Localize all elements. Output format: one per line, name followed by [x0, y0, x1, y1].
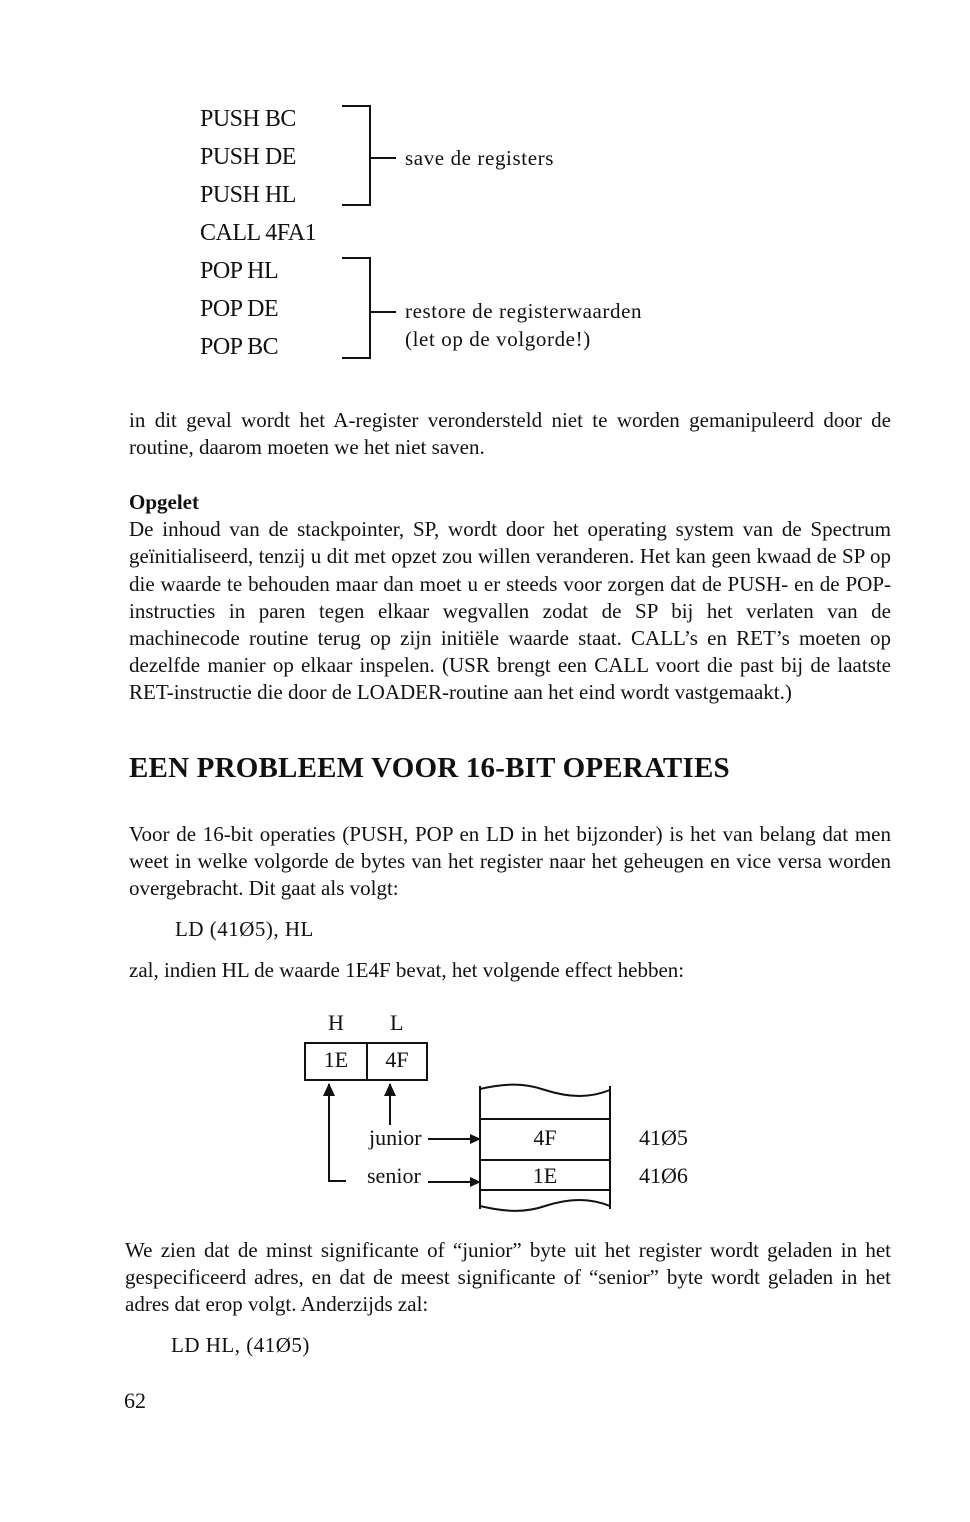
memory-cell-1e: 1E: [532, 1163, 558, 1188]
order-warning-note: (let op de volgorde!): [405, 327, 591, 351]
code-line-push-de: PUSH DE: [200, 144, 296, 170]
page-number: 62: [124, 1388, 146, 1413]
memory-torn-top: [480, 1085, 610, 1096]
paragraph-effect: [129, 957, 891, 984]
code-line-pop-hl: POP HL: [200, 258, 279, 284]
save-bracket: [342, 106, 396, 205]
code-line-push-hl: PUSH HL: [200, 182, 296, 208]
memory-torn-bottom: [480, 1200, 610, 1211]
opgelet-text: De inhoud van de stackpointer, SP, wordt door het operating system van de Spectrum geïnitialiseerd, tenzij u dit met opzet zou willen veranderen. Het kan geen kwaad de SP op die waarde te behouden maar dan moet u er steeds voor zorgen dat de PUSH- en de POP-instructies in paren tegen elkaar wegvallen zodat de SP bij het verlaten van de machinecode routine terug op zijn initiële waarde staat. CALL’s en RET’s moeten op dezelfde manier op elkaar inspelen. (USR brengt een CALL voort die past bij de laatste RET-instructie die door de LOADER-routine aan het eind wordt vastgemaakt.): [129, 517, 891, 705]
restore-bracket: [342, 258, 396, 358]
code-line-pop-de: POP DE: [200, 296, 279, 322]
arrowhead-up-l: [384, 1083, 396, 1096]
code-line-pop-bc: POP BC: [200, 334, 279, 360]
opgelet-title: Opgelet: [129, 490, 199, 514]
code-line-push-bc: PUSH BC: [200, 106, 296, 132]
memory-cell-4f: 4F: [533, 1125, 557, 1150]
save-registers-note: save de registers: [405, 146, 554, 170]
address-4105: 41Ø5: [639, 1125, 688, 1150]
paragraph-a-register-text: in dit geval wordt het A-register verondersteld niet te worden gemanipuleerd door de routine, daarom moeten we het niet saven.: [129, 408, 891, 460]
register-l-label: L: [390, 1010, 404, 1035]
paragraph-a-register: [129, 407, 891, 461]
arrowhead-up-h: [323, 1083, 335, 1096]
code-line-call: CALL 4FA1: [200, 220, 317, 246]
register-l-value: 4F: [385, 1047, 409, 1072]
register-h-value: 1E: [323, 1047, 349, 1072]
restore-registers-note: restore de registerwaarden: [405, 299, 643, 323]
register-h-label: H: [328, 1010, 344, 1035]
instruction-ld-store: LD (41Ø5), HL: [175, 917, 314, 941]
address-4106: 41Ø6: [639, 1163, 688, 1188]
senior-label: senior: [367, 1163, 421, 1188]
section-heading: EEN PROBLEEM VOOR 16-BIT OPERATIES: [129, 752, 730, 784]
paragraph-byte-order: [129, 821, 891, 903]
paragraph-junior-senior: [125, 1237, 891, 1319]
senior-connector-line: [329, 1084, 346, 1181]
opgelet-section: [129, 489, 891, 707]
junior-label: junior: [369, 1125, 422, 1150]
paragraph-byte-order-text: Voor de 16-bit operaties (PUSH, POP en LD in het bijzonder) is het van belang dat men weet in welke volgorde de bytes van het register naar het geheugen en vice versa worden overgebracht. Dit gaat als volgt:: [129, 822, 891, 901]
paragraph-effect-text: zal, indien HL de waarde 1E4F bevat, het volgende effect hebben:: [129, 958, 685, 982]
paragraph-junior-senior-text: We zien dat de minst significante of “junior” byte uit het register wordt geladen in het gespecificeerd adres, en dat de meest significante of “senior” byte wordt geladen in het adres dat erop volgt. Anderzijds zal:: [125, 1238, 891, 1317]
instruction-ld-load: LD HL, (41Ø5): [171, 1333, 310, 1357]
